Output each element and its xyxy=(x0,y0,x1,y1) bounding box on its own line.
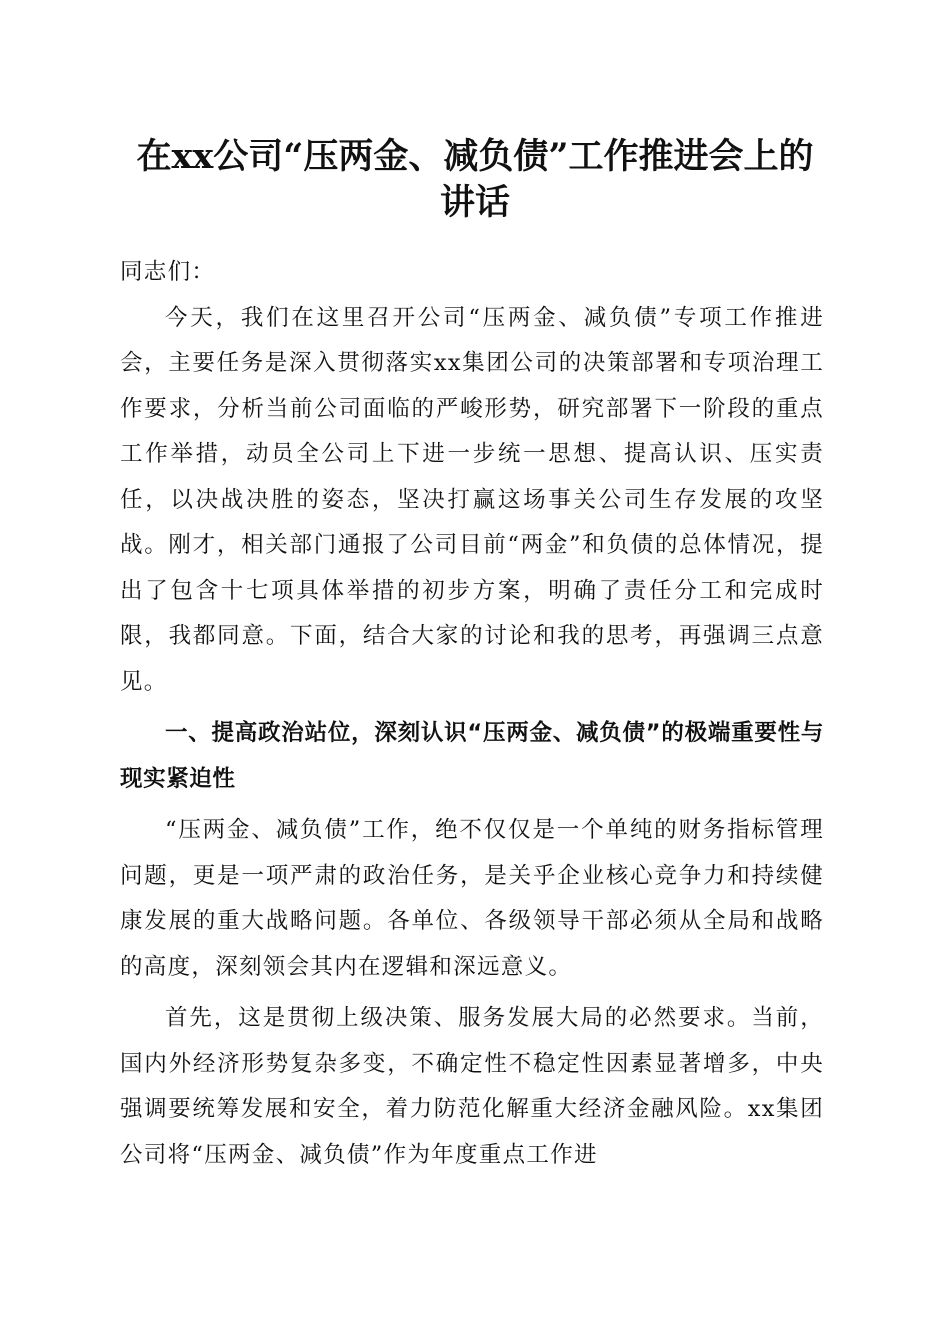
intro-paragraph: 今天，我们在这里召开公司“压两金、减负债”专项工作推进会，主要任务是深入贯彻落实xx集团公司的决策部署和专项治理工作要求，分析当前公司面临的严峻形势，研究部署下一阶段的重点工作举措，动员全公司上下进一步统一思想、提高认识、压实责任，以决战决胜的姿态，坚决打赢这场事关公司生存发展的攻坚战。刚才，相关部门通报了公司目前“两金”和负债的总体情况，提出了包含十七项具体举措的初步方案，明确了责任分工和完成时限，我都同意。下面，结合大家的讨论和我的思考，再强调三点意见。 xyxy=(120,304,824,695)
section-heading-1: 一、提高政治站位，深刻认识“压两金、减负债”的极端重要性与现实紧迫性 xyxy=(120,720,824,792)
document-body xyxy=(120,250,824,1178)
document-title: 在xx公司“压两金、减负债”工作推进会上的讲话 xyxy=(136,136,814,223)
section-1-paragraph-2: 首先，这是贯彻上级决策、服务发展大局的必然要求。当前，国内外经济形势复杂多变，不确定性不稳定性因素显著增多，中央强调要统筹发展和安全，着力防范化解重大经济金融风险。xx集团公司将“压两金、减负债”作为年度重点工作进 xyxy=(120,1005,824,1168)
section-1-paragraph-1: “压两金、减负债”工作，绝不仅仅是一个单纯的财务指标管理问题，更是一项严肃的政治任务，是关乎企业核心竞争力和持续健康发展的重大战略问题。各单位、各级领导干部必须从全局和战略的高度，深刻领会其内在逻辑和深远意义。 xyxy=(120,817,824,980)
salutation: 同志们： xyxy=(120,259,216,285)
